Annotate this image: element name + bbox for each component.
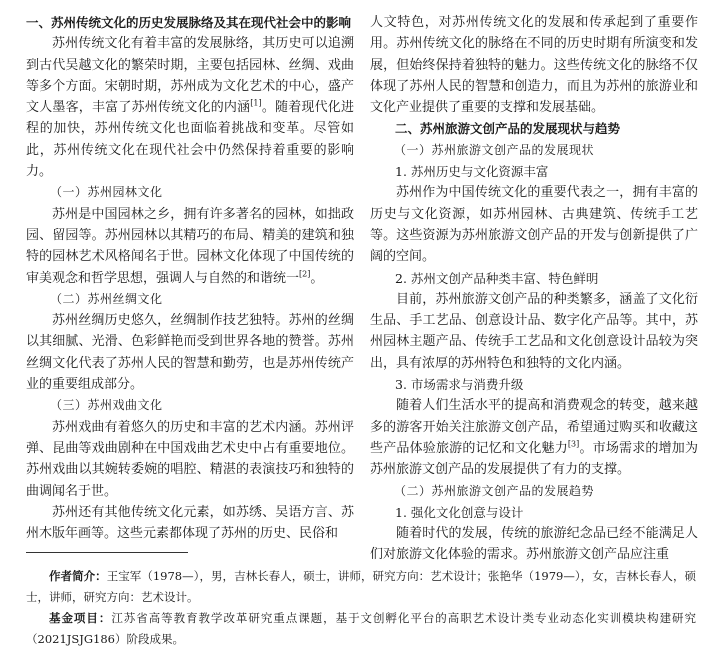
right-column	[370, 12, 698, 566]
paragraph: 苏州还有其他传统文化元素，如苏绣、吴语方言、苏州木版年画等。这些元素都体现了苏州的历史、民俗和	[26, 504, 354, 542]
paragraph-text: 苏州传统文化有着丰富的发展脉络，其历史可以追溯到古代吴越文化的繁荣时期，主要包括园林、丝绸、戏曲等多个方面。宋朝时期，苏州成为文化艺术的中心，盛产文人墨客，丰富了苏州传统文化的内涵	[26, 36, 354, 116]
subsection-heading: （三）苏州戏曲文化	[50, 398, 163, 413]
paragraph	[26, 204, 354, 289]
citation-ref: [2]	[299, 269, 311, 279]
subsection-heading: （二）苏州丝绸文化	[50, 291, 163, 306]
citation-ref: [3]	[567, 439, 580, 449]
footnotes	[26, 566, 696, 650]
numbered-heading: 1. 苏州历史与文化资源丰富	[395, 164, 549, 180]
fund-text: 江苏省高等教育教学改革研究重点课题，基于文创孵化平台的高职艺术设计类专业动态化实训模块构建研究（2021JSJG186）阶段成果。	[26, 611, 697, 646]
paragraph-text: 。市场需求的增加为苏州旅游文创产品的发展提供了有力的支撑。	[370, 440, 698, 478]
numbered-heading: 3. 市场需求与消费升级	[395, 377, 524, 393]
paragraph-text: 苏州是中国园林之乡，拥有许多著名的园林，如拙政园、留园等。苏州园林以其精巧的布局、精美的建筑和独特的园林艺术风格闻名于世。园林文化体现了中国传统的审美观念和哲学思想，强调人与自然的和谐统一	[26, 206, 354, 286]
paragraph-text: 。随着现代化进程的加快，苏州传统文化也面临着挑战和变革。尽管如此，苏州传统文化在现代社会中仍然保持着重要的影响力。	[26, 100, 354, 180]
paragraph	[26, 33, 354, 182]
paragraph-text: 随着人们生活水平的提高和消费观念的转变，越来越多的游客开始关注旅游文创产品，希望通过购买和收藏这些产品体验旅游的记忆和文化魅力	[370, 398, 698, 456]
fund-note	[26, 608, 696, 650]
subsection-heading: （二）苏州旅游文创产品的发展趋势	[394, 483, 595, 498]
paragraph: 人文特色，对苏州传统文化的发展和传承起到了重要作用。苏州传统文化的脉络在不同的历史时期有所演变和发展，但始终保持着独特的魅力。这些传统文化的脉络不仅体现了苏州人民的智慧和创造力，而且为苏州的旅游业和文化产业提供了重要的支撑和发展基础。	[370, 15, 698, 116]
paragraph-text: 。	[310, 270, 324, 286]
paragraph: 目前，苏州旅游文创产品的种类繁多，涵盖了文化衍生品、手工艺品、创意设计品、数字化产品等。其中，苏州园林主题产品、传统手工艺品和文化创意设计品较为突出，具有浓厚的苏州特色和独特的文化内涵。	[370, 291, 698, 371]
paragraph: 苏州丝绸历史悠久，丝绸制作技艺独特。苏州的丝绸以其细腻、光滑、色彩鲜艳而受到世界各地的赞誉。苏州丝绸文化代表了苏州人民的智慧和勤劳，也是苏州传统产业的重要组成部分。	[26, 313, 354, 393]
subsection-heading: （一）苏州旅游文创产品的发展现状	[394, 142, 595, 157]
left-column	[26, 12, 354, 544]
paragraph: 苏州作为中国传统文化的重要代表之一，拥有丰富的历史与文化资源，如苏州园林、古典建筑、传统手工艺等。这些资源为苏州旅游文创产品的开发与创新提供了广阔的空间。	[370, 185, 698, 265]
numbered-heading: 2. 苏州文创产品种类丰富、特色鲜明	[395, 270, 599, 286]
section-heading-1: 一、苏州传统文化的历史发展脉络及其在现代社会中的影响	[26, 15, 352, 30]
paragraph: 苏州戏曲有着悠久的历史和丰富的艺术内涵。苏州评弹、昆曲等戏曲剧种在中国戏曲艺术史中占有重要地位。苏州戏曲以其婉转委婉的唱腔、精湛的表演技巧和独特的曲调闻名于世。	[26, 419, 354, 499]
subsection-heading: （一）苏州园林文化	[50, 185, 163, 200]
author-label: 作者简介：	[49, 569, 107, 583]
numbered-heading: 1. 强化文化创意与设计	[395, 504, 524, 520]
section-heading-2: 二、苏州旅游文创产品的发展现状与趋势	[395, 121, 621, 137]
fund-label: 基金项目：	[49, 611, 112, 625]
citation-ref: [1]	[250, 98, 262, 108]
paragraph	[370, 395, 698, 480]
paragraph: 随着时代的发展，传统的旅游纪念品已经不能满足人们对旅游文化体验的需求。苏州旅游文创产品应注重	[370, 526, 698, 563]
footnote-divider	[26, 552, 188, 553]
author-text: 王宝军（1978—），男，吉林长春人，硕士，讲师，研究方向：艺术设计；张艳华（1979—），女，吉林长春人，硕士，讲师，研究方向：艺术设计。	[26, 569, 697, 604]
author-note	[26, 566, 696, 608]
